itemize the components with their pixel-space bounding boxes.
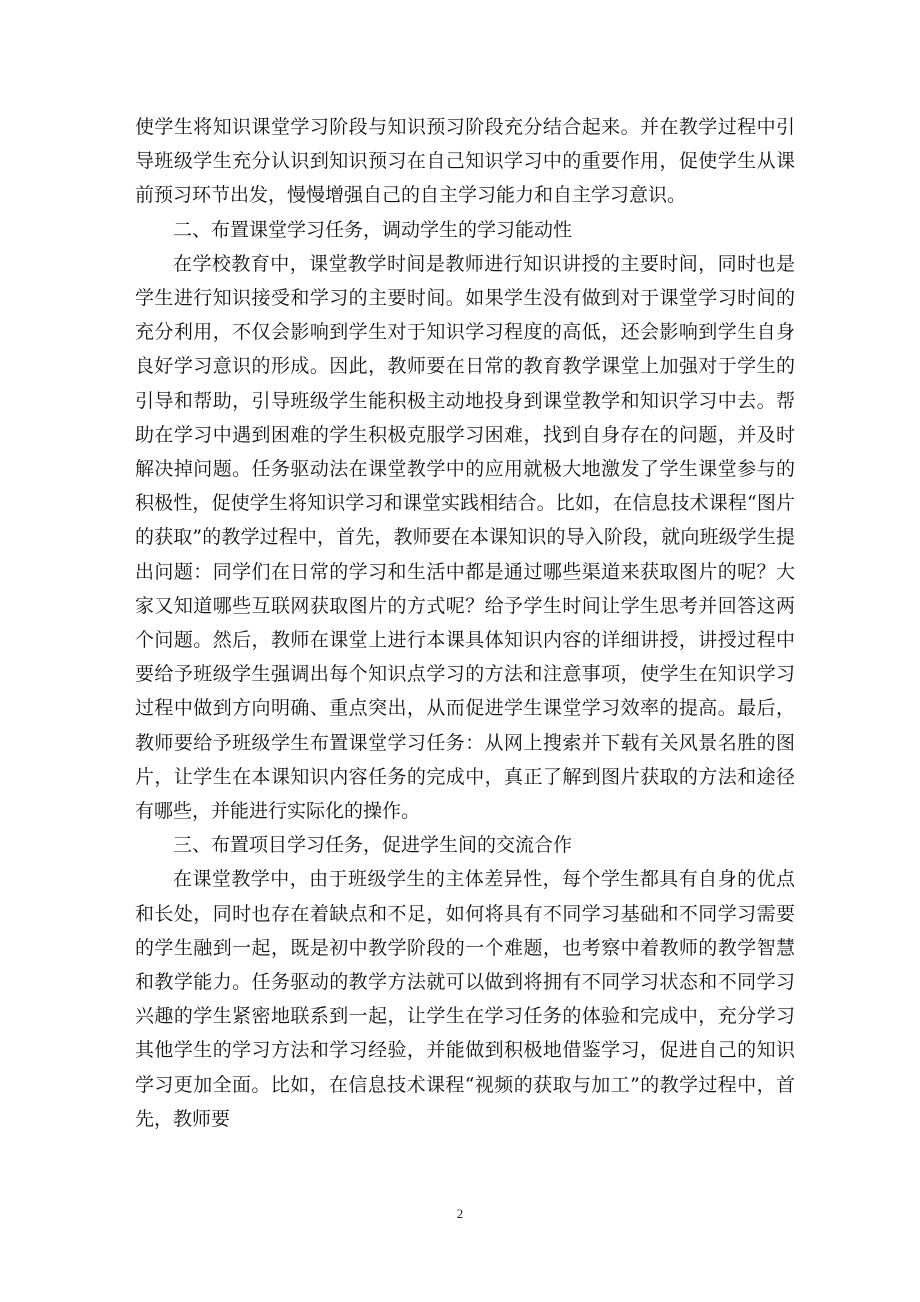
section-heading-2: 二、布置课堂学习任务，调动学生的学习能动性 [173,218,573,241]
document-body [135,110,795,1136]
paragraph-continuation: 使学生将知识课堂学习阶段与知识预习阶段充分结合起来。并在教学过程中引导班级学生充分认识到知识预习在自己知识学习中的重要作用，促使学生从课前预习环节出发，慢慢增强自己的自主学习能力和自主学习意识。 [135,116,795,207]
paragraph-classroom-tasks: 在学校教育中，课堂教学时间是教师进行知识讲授的主要时间，同时也是学生进行知识接受和学习的主要时间。如果学生没有做到对于课堂学习时间的充分利用，不仅会影响到学生对于知识学习程度的高低，还会影响到学生自身良好学习意识的形成。因此，教师要在日常的教育教学课堂上加强对于学生的引导和帮助，引导班级学生能积极主动地投身到课堂教学和知识学习中去。帮助在学习中遇到困难的学生积极克服学习困难，找到自身存在的问题，并及时解决掉问题。任务驱动法在课堂教学中的应用就极大地激发了学生课堂参与的积极性，促使学生将知识学习和课堂实践相结合。比如，在信息技术课程“图片的获取”的教学过程中，首先，教师要在本课知识的导入阶段，就向班级学生提出问题：同学们在日常的学习和生活中都是通过哪些渠道来获取图片的呢？大家又知道哪些互联网获取图片的方式呢？给予学生时间让学生思考并回答这两个问题。然后，教师在课堂上进行本课具体知识内容的详细讲授，讲授过程中要给予班级学生强调出每个知识点学习的方法和注意事项，使学生在知识学习过程中做到方向明确、重点突出，从而促进学生课堂学习效率的提高。最后，教师要给予班级学生布置课堂学习任务：从网上搜索并下载有关风景名胜的图片，让学生在本课知识内容任务的完成中，真正了解到图片获取的方法和途径有哪些，并能进行实际化的操作。 [135,252,795,823]
section-heading-3: 三、布置项目学习任务，促进学生间的交流合作 [173,834,573,857]
page-number: 2 [456,1206,464,1221]
paragraph-project-tasks: 在课堂教学中，由于班级学生的主体差异性，每个学生都具有自身的优点和长处，同时也存在着缺点和不足，如何将具有不同学习基础和不同学习需要的学生融到一起，既是初中教学阶段的一个难题，也考察中着教师的教学智慧和教学能力。任务驱动的教学方法就可以做到将拥有不同学习状态和不同学习兴趣的学生紧密地联系到一起，让学生在学习任务的体验和完成中，充分学习其他学生的学习方法和学习经验，并能做到积极地借鉴学习，促进自己的知识学习更加全面。比如，在信息技术课程“视频的获取与加工”的教学过程中，首先，教师要 [135,868,795,1130]
